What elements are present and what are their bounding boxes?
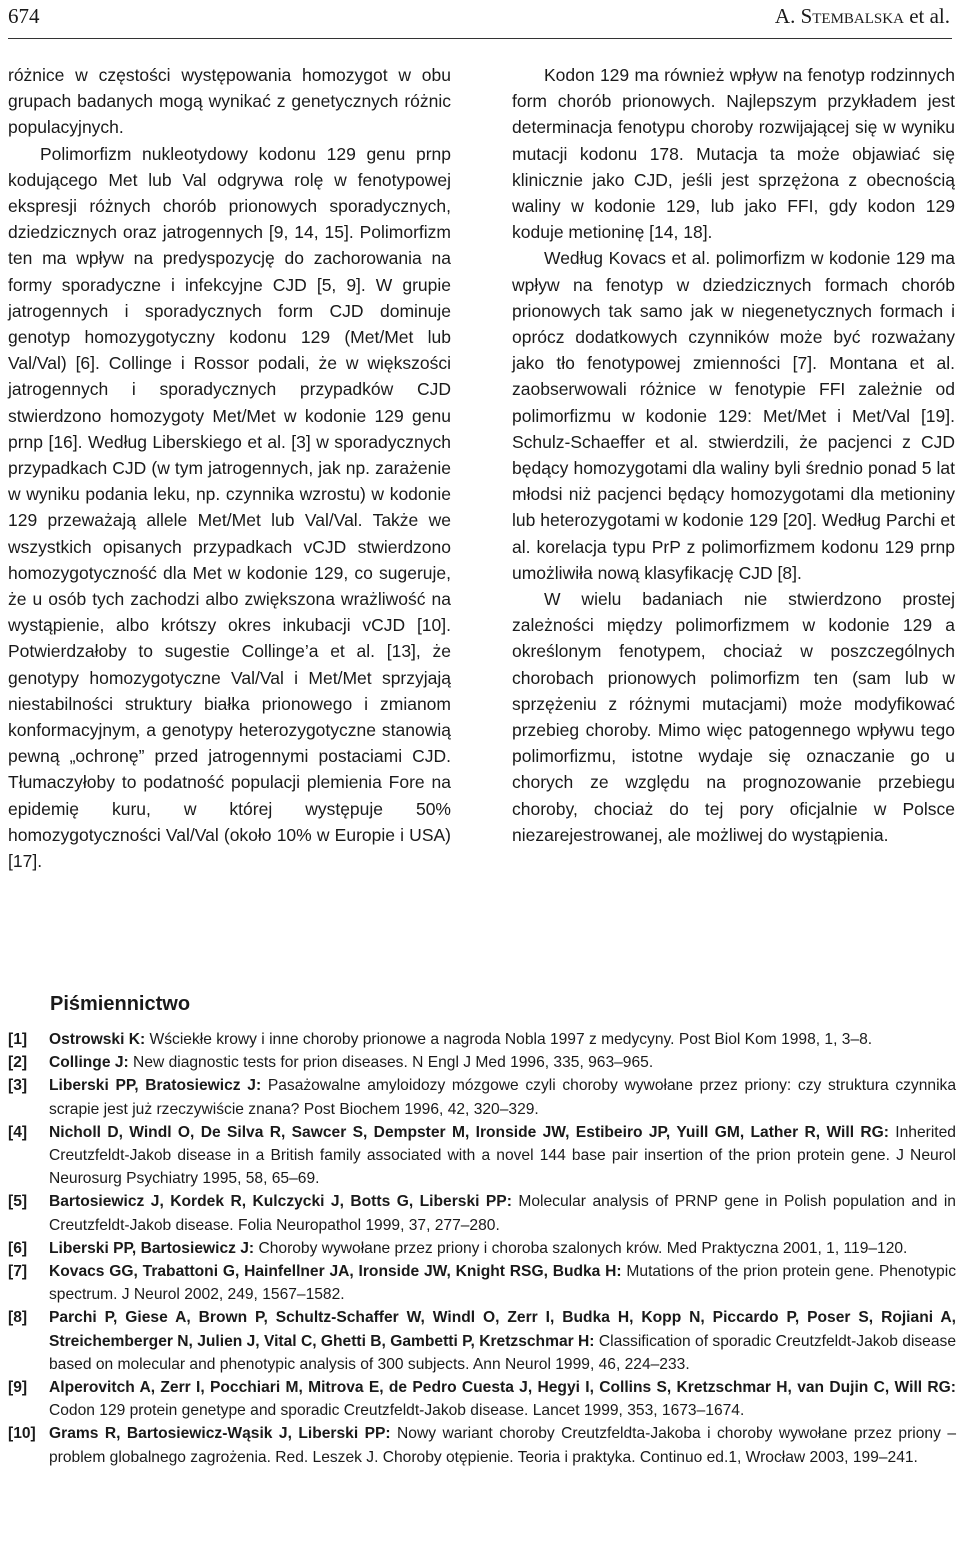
- page-header: [8, 4, 952, 34]
- running-head-suffix: et al.: [903, 4, 950, 28]
- paragraph: Według Kovacs et al. polimorfizm w kodonie 129 ma wpływ na fenotyp w dziedzicznych formach chorób prionowych tak samo jak w niegenetycznych formach i oprócz dodatkowych czynników może być rozważany jako tło fenotypowej zmienności [7]. Montana et al. zaobserwowali różnice w fenotypie FFI zależnie od polimorfizmu w kodonie 129: Met/Met i Met/Val [19]. Schulz-Schaeffer et al. stwierdzili, że pacjenci z CJD będący homozygotami dla waliny byli średnio ponad 5 lat młodsi niż pacjenci będący homozygotami dla metioniny lub heterozygotami w kodonie 129 [20]. Według Parchi et al. korelacja typu PrP z polimorfizmem kodonu 129 prnp umożliwiła nową klasyfikację CJD [8].: [512, 248, 955, 583]
- reference-item: [8, 1376, 956, 1422]
- reference-number: [7]: [8, 1263, 28, 1281]
- references-list: [8, 1028, 956, 1469]
- reference-authors: Parchi P, Giese A, Brown P, Schultz-Schaffer W, Windl O, Zerr I, Budka H, Kopp N, Piccardo P, Poser S, Rojiani A, Streichemberger N, Julien J, Vital C, Ghetti B, Gambetti P, Kretzschmar H:: [49, 1309, 956, 1350]
- reference-item: [8, 1074, 956, 1120]
- reference-authors: Bartosiewicz J, Kordek R, Kulczycki J, Botts G, Liberski PP:: [49, 1193, 512, 1211]
- running-head: [775, 4, 950, 29]
- header-rule: [8, 38, 952, 39]
- right-column: [512, 62, 955, 848]
- reference-text: New diagnostic tests for prion diseases. N Engl J Med 1996, 335, 963–965.: [128, 1054, 654, 1072]
- reference-item: [8, 1237, 956, 1260]
- running-head-initial: A.: [774, 4, 801, 28]
- reference-authors: Ostrowski K:: [49, 1031, 146, 1048]
- reference-item: [8, 1051, 956, 1074]
- reference-text: Choroby wywołane przez priony i choroba szalonych krów. Med Praktyczna 2001, 1, 119–120.: [254, 1239, 908, 1257]
- reference-authors: Alperovitch A, Zerr I, Pocchiari M, Mitrova E, de Pedro Cuesta J, Hegyi I, Collins S, Kretzschmar H, van Dujin C, Will RG:: [49, 1379, 956, 1397]
- reference-text: Classification of sporadic Creutzfeldt-Jakob disease based on molecular and phenotypic analysis of 300 subjects. Ann Neurol 1999, 46, 224–233.: [49, 1332, 956, 1373]
- paragraph: Kodon 129 ma również wpływ na fenotyp rodzinnych form chorób prionowych. Najlepszym przykładem jest determinacja fenotypu choroby rozwijającej się w wyniku mutacji kodonu 178. Mutacja ta może objawiać się klinicznie jako CJD, jeśli jest sprzężona z obecnością waliny w kodonie 129, lub jako FFI, gdy kodon 129 koduje metioninę [14, 18].: [512, 65, 955, 243]
- reference-authors: Collinge J:: [49, 1054, 129, 1072]
- paragraph: różnice w częstości występowania homozygot w obu grupach badanych mogą wynikać z genetycznych różnic populacyjnych.: [8, 65, 451, 138]
- reference-authors: Nicholl D, Windl O, De Silva R, Sawcer S, Dempster M, Ironside JW, Estibeiro JP, Yuill GM, Lather R, Will RG:: [49, 1123, 889, 1141]
- left-column: [8, 62, 451, 874]
- reference-authors: Grams R, Bartosiewicz-Wąsik J, Liberski PP:: [49, 1425, 391, 1443]
- reference-text: Codon 129 protein genetype and sporadic Creutzfeldt-Jakob disease. Lancet 1999, 353, 1673–1674.: [49, 1402, 745, 1420]
- reference-number: [10]: [8, 1425, 36, 1443]
- reference-item: [8, 1190, 956, 1236]
- reference-authors: Liberski PP, Bratosiewicz J:: [49, 1077, 262, 1095]
- reference-text: Wściekłe krowy i inne choroby prionowe a nagroda Nobla 1997 z medycyny. Post Biol Kom 1998, 1, 3–8.: [145, 1031, 873, 1048]
- reference-number: [3]: [8, 1077, 28, 1095]
- reference-text: Inherited Creutzfeldt-Jakob disease in a British family associated with a novel 144 base pair insertion of the prion protein gene. J Neurol Neurosurg Psychiatry 1995, 58, 65–69.: [49, 1123, 956, 1188]
- reference-authors: Kovacs GG, Trabattoni G, Hainfellner JA, Ironside JW, Knight RSG, Budka H:: [49, 1263, 622, 1281]
- reference-text: Pasażowalne amyloidozy mózgowe czyli choroby wywołane przez priony: czy struktura czynnika scrapie jest już rzeczywiście znana? Post Biochem 1996, 42, 320–329.: [49, 1077, 957, 1118]
- running-head-surname: Stembalska: [800, 4, 904, 28]
- reference-authors: Liberski PP, Bartosiewicz J:: [49, 1239, 255, 1257]
- reference-item: [8, 1028, 956, 1051]
- references-heading: Piśmiennictwo: [50, 993, 191, 1015]
- reference-number: [9]: [8, 1379, 28, 1397]
- reference-text: Mutations of the prion protein gene. Phenotypic spectrum. J Neurol 2002, 249, 1567–1582.: [49, 1263, 956, 1304]
- paragraph: Polimorfizm nukleotydowy kodonu 129 genu prnp kodującego Met lub Val odgrywa rolę w fenotypowej ekspresji różnych chorób prionowych sporadycznych, dziedzicznych oraz jatrogennych [9, 14, 15]. Polimorfizm ten ma wpływ na predyspozycję do zachorowania na formy sporadyczne i infekcyjne CJD [5, 9]. W grupie jatrogennych i sporadycznych form CJD dominuje genotyp homozygotyczny kodonu 129 (Met/Met lub Val/Val) [6]. Collinge i Rossor podali, że w większości jatrogennych i sporadycznych przypadków CJD stwierdzono homozygoty Met/Met w kodonie 129 genu prnp [16]. Według Liberskiego et al. [3] w sporadycznych przypadkach CJD (w tym jatrogennych, jak np. zarażenie w wyniku podania leku, np. czynnika wzrostu) w kodonie 129 przeważają allele Met/Met lub Val/Val. Także we wszystkich opisanych przypadkach vCJD stwierdzono homozygotyczność dla Met w kodonie 129, co sugeruje, że u osób tych zachodzi albo zwiększona wrażliwość na wystąpienie, albo krótszy okres inkubacji vCJD [10]. Potwierdzałoby to sugestie Collinge’a et al. [13], że genotypy homozygotyczne Val/Val i Met/Met sprzyjają niestabilności struktury białka prionowego i zmianom konformacyjnym, a genotypy heterozygotyczne stanowią pewną „ochronę” przed jatrogennymi postaciami CJD. Tłumaczyłoby to podatność populacji plemienia Fore na epidemię kuru, w której występuje 50% homozygotyczności Val/Val (około 10% w Europie i USA) [17].: [8, 143, 451, 872]
- reference-text: Molecular analysis of PRNP gene in Polish population and in Creutzfeldt-Jakob disease. Folia Neuropathol 1999, 37, 277–280.: [49, 1193, 956, 1234]
- reference-item: [8, 1260, 956, 1306]
- reference-number: [6]: [8, 1239, 28, 1257]
- page-number: 674: [8, 4, 40, 28]
- reference-number: [1]: [8, 1031, 28, 1048]
- reference-number: [5]: [8, 1193, 28, 1211]
- reference-item: [8, 1422, 956, 1468]
- reference-number: [2]: [8, 1054, 28, 1072]
- reference-text: Nowy wariant choroby Creutzfeldta-Jakoba i choroby wywołane przez priony – problem globalnego zagrożenia. Red. Leszek J. Choroby otępienie. Teoria i praktyka. Continuo ed.1, Wrocław 2003, 199–241.: [49, 1425, 956, 1466]
- reference-item: [8, 1306, 956, 1376]
- reference-item: [8, 1121, 956, 1191]
- reference-number: [8]: [8, 1309, 28, 1327]
- reference-number: [4]: [8, 1123, 28, 1141]
- paragraph: W wielu badaniach nie stwierdzono prostej zależności między polimorfizmem w kodonie 129 a określonym fenotypem, chociaż w poszczególnych chorobach prionowych polimorfizm ten (sam lub w sprzężeniu z różnymi mutacjami) może modyfikować przebieg choroby. Mimo więc patogennego wpływu tego polimorfizmu, istotne wydaje się oznaczanie go u chorych ze względu na prognozowanie przebiegu choroby, chociaż do tej pory oficjalnie w Polsce niezarejestrowanej, ale możliwej do wystąpienia.: [512, 589, 955, 845]
